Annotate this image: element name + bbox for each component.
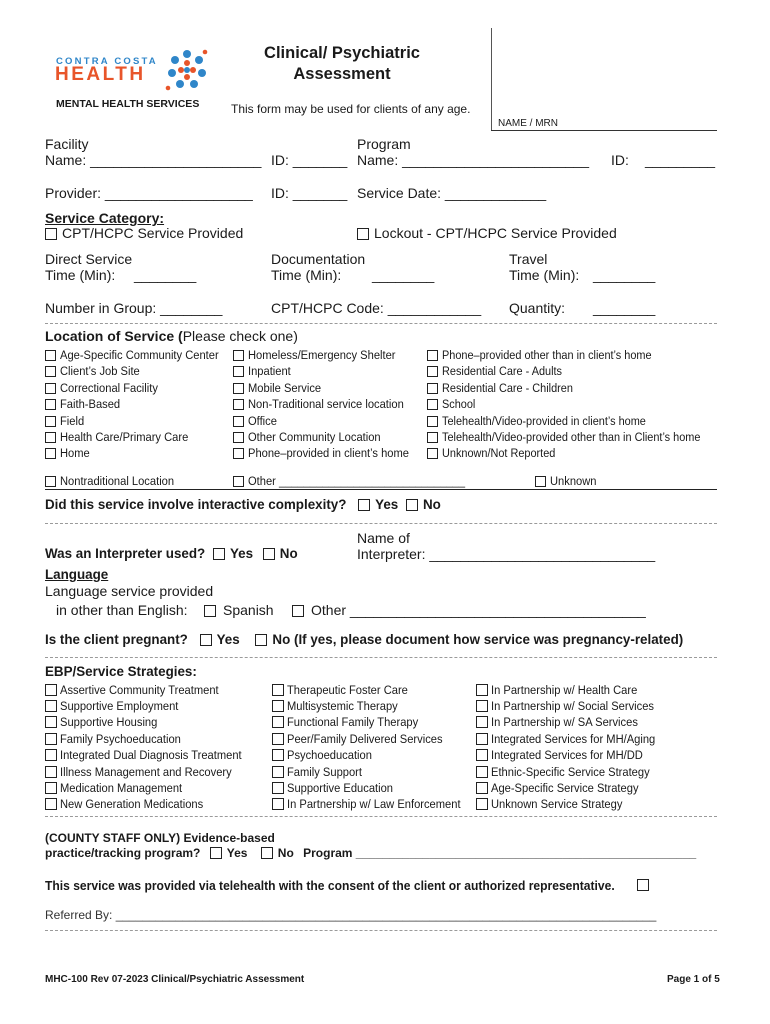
spanish-option[interactable]: Spanish — [204, 602, 274, 618]
ebp-option[interactable]: Age-Specific Service Strategy — [491, 781, 639, 795]
other-language-option[interactable]: Other ______________________________________ — [292, 602, 646, 618]
checkbox[interactable] — [45, 228, 57, 240]
checkbox[interactable] — [45, 448, 56, 459]
checkbox[interactable] — [476, 684, 488, 696]
checkbox[interactable] — [261, 847, 273, 859]
ebp-option[interactable]: Family Support — [287, 765, 362, 779]
language-line2: in other than English: — [56, 602, 188, 618]
nontraditional-option[interactable]: Nontraditional Location — [45, 472, 187, 490]
location-option[interactable]: Faith-Based — [60, 397, 121, 411]
checkbox[interactable] — [427, 399, 438, 410]
ebp-option[interactable]: In Partnership w/ Health Care — [491, 683, 638, 697]
location-option[interactable]: Residential Care - Children — [442, 381, 573, 395]
cpt-code-field[interactable]: CPT/HCPC Code: ____________ — [271, 300, 482, 316]
quantity-label: Quantity: — [509, 300, 566, 316]
ebp-option[interactable]: Integrated Services for MH/DD — [491, 748, 643, 762]
language-line1: Language service provided — [45, 583, 214, 599]
checkbox[interactable] — [45, 399, 56, 410]
checkbox[interactable] — [45, 350, 56, 361]
county-line2: practice/tracking program? Yes No Program ___________________________________________________ — [45, 846, 697, 860]
location-option[interactable]: Phone–provided other than in client’s home — [442, 348, 652, 362]
county-yes[interactable]: Yes — [210, 846, 248, 860]
complexity-question: Did this service involve interactive complexity? Yes No — [45, 497, 441, 512]
location-option[interactable]: Home — [60, 446, 90, 460]
ebp-option[interactable]: Illness Management and Recovery — [60, 765, 232, 779]
ebp-option[interactable]: Ethnic-Specific Service Strategy — [491, 765, 650, 779]
travel-time-label: Time (Min): — [509, 267, 580, 283]
location-option[interactable]: Health Care/Primary Care — [60, 430, 189, 444]
checkbox[interactable] — [45, 716, 57, 728]
ebp-option[interactable]: In Partnership w/ SA Services — [491, 715, 638, 729]
location-option[interactable]: Unknown/Not Reported — [442, 446, 556, 460]
checkbox[interactable] — [406, 499, 418, 511]
checkbox[interactable] — [233, 432, 244, 443]
checkbox[interactable] — [272, 700, 284, 712]
travel-time-field[interactable]: ________ — [593, 267, 656, 283]
telehealth-checkbox[interactable] — [637, 879, 649, 891]
checkbox[interactable] — [233, 366, 244, 377]
checkbox[interactable] — [45, 476, 56, 487]
checkbox[interactable] — [210, 847, 222, 859]
pregnancy-question: Is the client pregnant? Yes No (If yes, please document how service was pregnancy-related) — [45, 632, 684, 647]
checkbox[interactable] — [45, 432, 56, 443]
checkbox[interactable] — [233, 448, 244, 459]
complexity-yes[interactable]: Yes — [358, 497, 398, 512]
quantity-field[interactable]: ________ — [593, 300, 656, 316]
unknown-option[interactable]: Unknown — [535, 472, 602, 490]
number-in-group-field[interactable]: Number in Group: ________ — [45, 300, 223, 316]
telehealth-consent: This service was provided via telehealth with the consent of the client or authorized representative. — [45, 879, 615, 893]
ebp-option[interactable]: In Partnership w/ Social Services — [491, 699, 655, 713]
complexity-no[interactable]: No — [406, 497, 441, 512]
logo-line2: HEALTH — [55, 64, 146, 85]
cpt-service-option[interactable]: CPT/HCPC Service Provided — [45, 225, 243, 241]
location-option[interactable]: Field — [60, 414, 85, 428]
ebp-option[interactable]: Integrated Dual Diagnosis Treatment — [60, 748, 242, 762]
name-mrn-label: NAME / MRN — [498, 118, 558, 129]
pregnancy-yes[interactable]: Yes — [200, 632, 240, 647]
checkbox[interactable] — [476, 782, 488, 794]
checkbox[interactable] — [263, 548, 275, 560]
location-option[interactable]: School — [442, 397, 476, 411]
checkbox[interactable] — [476, 749, 488, 761]
travel-label: Travel — [509, 251, 548, 267]
service-category-heading: Service Category: — [45, 210, 165, 226]
ebp-option[interactable]: Peer/Family Delivered Services — [287, 732, 443, 746]
ebp-heading: EBP/Service Strategies: — [45, 664, 197, 679]
doc-time-field[interactable]: ________ — [372, 267, 435, 283]
referred-by-field[interactable]: Referred By: _________________________________________________________________________________ — [45, 908, 657, 922]
form-title-line2: Assessment — [293, 65, 391, 83]
checkbox[interactable] — [213, 548, 225, 560]
form-title-line1: Clinical/ Psychiatric — [264, 44, 420, 62]
location-heading: Location of Service (Please check one) — [45, 328, 298, 344]
name-box-line — [491, 130, 717, 131]
checkbox[interactable] — [45, 766, 57, 778]
provider-field[interactable]: Provider: ___________________ — [45, 185, 253, 201]
program-name-field[interactable]: Name: ________________________ — [357, 152, 589, 168]
checkbox[interactable] — [427, 350, 438, 361]
program-id-field[interactable]: _________ — [645, 152, 716, 168]
direct-time-label: Time (Min): — [45, 267, 116, 283]
ebp-option[interactable]: In Partnership w/ Law Enforcement — [287, 797, 461, 811]
location-option[interactable]: Client’s Job Site — [60, 364, 140, 378]
ebp-option[interactable]: Unknown Service Strategy — [491, 797, 623, 811]
checkbox[interactable] — [272, 749, 284, 761]
checkbox[interactable] — [45, 700, 57, 712]
documentation-label: Documentation — [271, 251, 366, 267]
checkbox[interactable] — [272, 798, 284, 810]
checkbox[interactable] — [45, 416, 56, 427]
checkbox[interactable] — [476, 798, 488, 810]
checkbox[interactable] — [255, 634, 267, 646]
name-box-divider — [491, 28, 492, 130]
checkbox[interactable] — [535, 476, 546, 487]
provider-id-field[interactable]: ID: _______ — [271, 185, 348, 201]
checkbox[interactable] — [233, 383, 244, 394]
checkbox[interactable] — [272, 684, 284, 696]
checkbox[interactable] — [233, 476, 244, 487]
checkbox[interactable] — [45, 733, 57, 745]
checkbox[interactable] — [204, 605, 216, 617]
location-option[interactable]: Correctional Facility — [60, 381, 158, 395]
location-option[interactable]: Telehealth/Video-provided other than in Client’s home — [442, 430, 701, 444]
service-date-field[interactable]: Service Date: _____________ — [357, 185, 547, 201]
location-option[interactable]: Phone–provided in client’s home — [248, 446, 409, 460]
location-option[interactable]: Telehealth/Video-provided in client’s home — [442, 414, 646, 428]
checkbox[interactable] — [427, 432, 438, 443]
ebp-option[interactable]: Medication Management — [60, 781, 183, 795]
ebp-option[interactable]: Supportive Education — [287, 781, 394, 795]
ebp-option[interactable]: Psychoeducation — [287, 748, 372, 762]
checkbox[interactable] — [233, 350, 244, 361]
checkbox[interactable] — [427, 383, 438, 394]
location-option[interactable]: Homeless/Emergency Shelter — [248, 348, 396, 362]
checkbox[interactable] — [427, 416, 438, 427]
lockout-service-option[interactable]: Lockout - CPT/HCPC Service Provided — [357, 225, 617, 241]
ebp-option[interactable]: Functional Family Therapy — [287, 715, 419, 729]
checkbox[interactable] — [427, 366, 438, 377]
divider — [45, 930, 717, 931]
county-no[interactable]: No — [261, 846, 294, 860]
checkbox[interactable] — [272, 716, 284, 728]
divider — [45, 523, 717, 524]
checkbox[interactable] — [476, 733, 488, 745]
direct-service-label: Direct Service — [45, 251, 133, 267]
checkbox[interactable] — [45, 684, 57, 696]
location-option[interactable]: Mobile Service — [248, 381, 322, 395]
checkbox[interactable] — [200, 634, 212, 646]
divider — [45, 657, 717, 658]
checkbox[interactable] — [45, 383, 56, 394]
form-subtitle: This form may be used for clients of any age. — [231, 102, 471, 116]
checkbox[interactable] — [45, 749, 57, 761]
location-option[interactable]: Office — [248, 414, 277, 428]
facility-id-field[interactable]: ID: _______ — [271, 152, 348, 168]
section-divider — [45, 489, 717, 490]
checkbox[interactable] — [427, 448, 438, 459]
ebp-option[interactable]: New Generation Medications — [60, 797, 204, 811]
ebp-option[interactable]: Family Psychoeducation — [60, 732, 181, 746]
direct-time-field[interactable]: ________ — [134, 267, 197, 283]
interpreter-question: Was an Interpreter used? Yes No — [45, 546, 298, 561]
footer-form-id: MHC-100 Rev 07-2023 Clinical/Psychiatric Assessment — [45, 974, 305, 985]
program-id-label: ID: — [611, 152, 629, 168]
facility-label: Facility — [45, 136, 89, 152]
divider — [45, 816, 717, 817]
logo-flower-icon — [164, 48, 210, 92]
doc-time-label: Time (Min): — [271, 267, 342, 283]
logo-line1: CONTRA COSTA — [56, 56, 158, 67]
county-program-field[interactable]: Program ___________________________________________________ — [303, 846, 697, 860]
checkbox[interactable] — [272, 733, 284, 745]
interpreter-yes[interactable]: Yes — [213, 546, 253, 561]
checkbox[interactable] — [45, 366, 56, 377]
checkbox[interactable] — [45, 782, 57, 794]
location-option[interactable]: Other Community Location — [248, 430, 381, 444]
ebp-option[interactable]: Therapeutic Foster Care — [287, 683, 408, 697]
checkbox[interactable] — [476, 700, 488, 712]
page-number: Page 1 of 5 — [667, 974, 720, 985]
ebp-option[interactable]: Supportive Employment — [60, 699, 179, 713]
location-option[interactable]: Non-Traditional service location — [248, 397, 404, 411]
ebp-option[interactable]: Assertive Community Treatment — [60, 683, 219, 697]
checkbox[interactable] — [233, 416, 244, 427]
checkbox[interactable] — [357, 228, 369, 240]
language-heading: Language — [45, 567, 109, 582]
checkbox[interactable] — [476, 766, 488, 778]
location-option[interactable]: Inpatient — [248, 364, 291, 378]
interpreter-no[interactable]: No — [263, 546, 298, 561]
checkbox[interactable] — [45, 798, 57, 810]
location-option[interactable]: Residential Care - Adults — [442, 364, 563, 378]
dept-name: MENTAL HEALTH SERVICES — [56, 98, 200, 110]
divider — [45, 323, 717, 324]
location-option[interactable]: Age-Specific Community Center — [60, 348, 219, 362]
checkbox[interactable] — [476, 716, 488, 728]
checkbox[interactable] — [272, 782, 284, 794]
checkbox[interactable] — [272, 766, 284, 778]
interpreter-name-field[interactable]: Interpreter: _____________________________ — [357, 546, 656, 562]
checkbox[interactable] — [358, 499, 370, 511]
program-label: Program — [357, 136, 411, 152]
pregnancy-no[interactable]: No (If yes, please document how service was pregnancy-related) — [255, 632, 683, 647]
checkbox[interactable] — [233, 399, 244, 410]
interpreter-name-label: Name of — [357, 530, 410, 546]
ebp-option[interactable]: Integrated Services for MH/Aging — [491, 732, 656, 746]
facility-name-field[interactable]: Name: ______________________ — [45, 152, 262, 168]
ebp-option[interactable]: Multisystemic Therapy — [287, 699, 398, 713]
county-line1: (COUNTY STAFF ONLY) Evidence-based — [45, 831, 275, 845]
checkbox[interactable] — [292, 605, 304, 617]
ebp-option[interactable]: Supportive Housing — [60, 715, 158, 729]
other-location-option[interactable]: Other ______________________________ — [233, 472, 489, 490]
